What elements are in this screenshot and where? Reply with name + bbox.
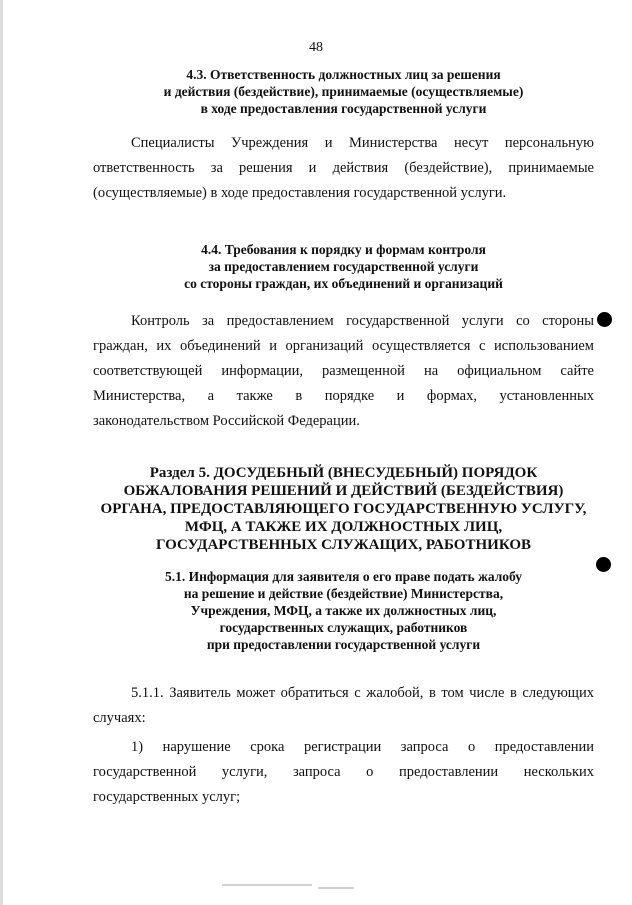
section-5-heading — [93, 464, 594, 554]
paragraph-line: 5.1.1. Заявитель может обратиться с жалобой, в том числе в следующих — [131, 685, 594, 701]
paragraph-line: государственной услуги, запроса о предоставлении нескольких — [93, 764, 594, 780]
heading-line: в ходе предоставления государственной услуги — [200, 101, 487, 116]
paragraph-line: Министерства, а также в порядке и формах, установленных — [93, 388, 594, 404]
paragraph-line: случаях: — [93, 710, 146, 726]
paragraph-line: соответствующей информации, размещенной на официальном сайте — [93, 363, 594, 379]
heading-line: со стороны граждан, их объединений и организаций — [184, 276, 503, 291]
heading-line: Учреждения, МФЦ, а также их должностных лиц, — [190, 603, 497, 618]
heading-line: ОРГАНА, ПРЕДОСТАВЛЯЮЩЕГО ГОСУДАРСТВЕННУЮ УСЛУГУ, — [100, 501, 587, 517]
heading-line: на решение и действие (бездействие) Министерства, — [183, 586, 504, 601]
heading-line: ГОСУДАРСТВЕННЫХ СЛУЖАЩИХ, РАБОТНИКОВ — [156, 537, 531, 553]
paragraph-line: законодательством Российской Федерации. — [93, 413, 360, 429]
paragraph-line: (осуществляемые) в ходе предоставления государственной услуги. — [93, 185, 507, 201]
scan-noise — [222, 884, 312, 886]
heading-line: 4.4. Требования к порядку и формам контроля — [201, 242, 486, 257]
paragraph-line: ответственность за решения и действия (бездействие), принимаемые — [93, 160, 594, 176]
list-item-1-paragraph — [93, 735, 594, 810]
paragraph-line: 1) нарушение срока регистрации запроса о предоставлении — [131, 739, 594, 755]
paragraph-line: государственных услуг; — [93, 789, 241, 805]
hole-punch-mark — [596, 557, 611, 572]
heading-line: 5.1. Информация для заявителя о его праве подать жалобу — [164, 569, 523, 584]
heading-line: 4.3. Ответственность должностных лиц за решения — [186, 67, 501, 82]
paragraph-line: граждан, их объединений и организаций осуществляется с использованием — [93, 338, 594, 354]
scan-noise — [318, 887, 354, 889]
section-4-3-paragraph — [93, 131, 594, 206]
heading-line: при предоставлении государственной услуги — [206, 637, 481, 652]
hole-punch-mark — [597, 312, 612, 327]
section-5-1-1-paragraph — [93, 681, 594, 731]
section-4-3-heading — [93, 66, 594, 117]
heading-line: и действия (бездействие), принимаемые (осуществляемые) — [163, 84, 524, 99]
heading-line: ОБЖАЛОВАНИЯ РЕШЕНИЙ И ДЕЙСТВИЙ (БЕЗДЕЙСТВИЯ) — [123, 483, 564, 499]
heading-line: МФЦ, А ТАКЖЕ ИХ ДОЛЖНОСТНЫХ ЛИЦ, — [184, 519, 503, 535]
heading-line: Раздел 5. ДОСУДЕБНЫЙ (ВНЕСУДЕБНЫЙ) ПОРЯДОК — [149, 465, 538, 481]
section-5-1-heading — [93, 568, 594, 653]
page-number: 48 — [309, 40, 323, 55]
section-4-4-heading — [93, 241, 594, 292]
section-4-4-paragraph — [93, 309, 594, 434]
heading-line: за предоставлением государственной услуги — [208, 259, 479, 274]
scan-edge — [0, 0, 3, 905]
paragraph-line: Специалисты Учреждения и Министерства несут персональную — [131, 135, 594, 151]
heading-line: государственных служащих, работников — [219, 620, 468, 635]
paragraph-line: Контроль за предоставлением государственной услуги со стороны — [131, 313, 594, 329]
